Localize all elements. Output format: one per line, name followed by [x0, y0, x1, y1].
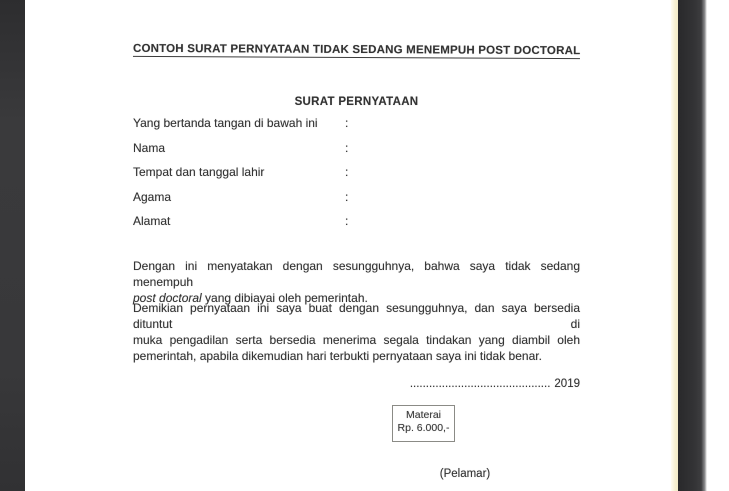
scanner-edge-left — [0, 0, 25, 491]
materai-stamp-box — [392, 405, 455, 442]
date-year: 2019 — [554, 378, 580, 390]
paragraph-line: Dengan ini menyatakan dengan sesungguhnya, bahwa saya tidak sedang menempuh — [133, 259, 580, 289]
field-label-alamat: Alamat — [133, 214, 171, 228]
field-colon: : — [345, 140, 349, 155]
date-dotted-leader: ............................................ — [409, 378, 551, 390]
date-line — [133, 378, 580, 391]
stamp-box-line2: Rp. 6.000,- — [397, 422, 450, 434]
document-title — [133, 43, 580, 57]
document-page — [25, 0, 671, 491]
page-edge-cream-strip — [671, 0, 678, 491]
scanner-edge-right — [678, 0, 707, 491]
field-row-tempat-tanggal-lahir — [133, 160, 580, 185]
field-colon: : — [345, 189, 349, 204]
signature-label: (Pelamar) — [439, 468, 491, 480]
paragraph-line: pemerintah, apabila dikemudian hari terbukti pernyataan saya ini tidak benar. — [133, 349, 542, 363]
field-row-alamat — [133, 209, 580, 234]
field-label-nama: Nama — [133, 140, 166, 155]
document-title-text: CONTOH SURAT PERNYATAAN TIDAK SEDANG MENEMPUH POST DOCTORAL — [132, 42, 581, 58]
identity-fields — [133, 111, 580, 234]
field-colon: : — [345, 116, 349, 130]
field-row-nama — [133, 136, 580, 161]
closing-paragraph — [133, 300, 580, 364]
field-label-agama: Agama — [133, 189, 172, 204]
paragraph-line: Demikian pernyataan ini saya buat dengan sesungguhnya, dan saya bersedia dituntut di — [133, 301, 580, 331]
italic-term: post doctoral — [133, 290, 202, 305]
field-row-intro — [133, 111, 580, 136]
field-colon: : — [345, 214, 349, 228]
field-row-agama — [133, 185, 580, 210]
paragraph-line-rest: yang dibiayai oleh pemerintah. — [201, 290, 368, 305]
field-label-tempat-tanggal-lahir: Tempat dan tanggal lahir — [133, 165, 265, 179]
field-colon: : — [345, 165, 349, 179]
paragraph-line: muka pengadilan serta bersedia menerima segala tindakan yang diambil oleh — [133, 333, 580, 347]
field-label-intro: Yang bertanda tangan di bawah ini — [133, 116, 318, 130]
stamp-box-line1: Materai — [405, 409, 441, 421]
letter-heading: SURAT PERNYATAAN — [294, 96, 419, 108]
